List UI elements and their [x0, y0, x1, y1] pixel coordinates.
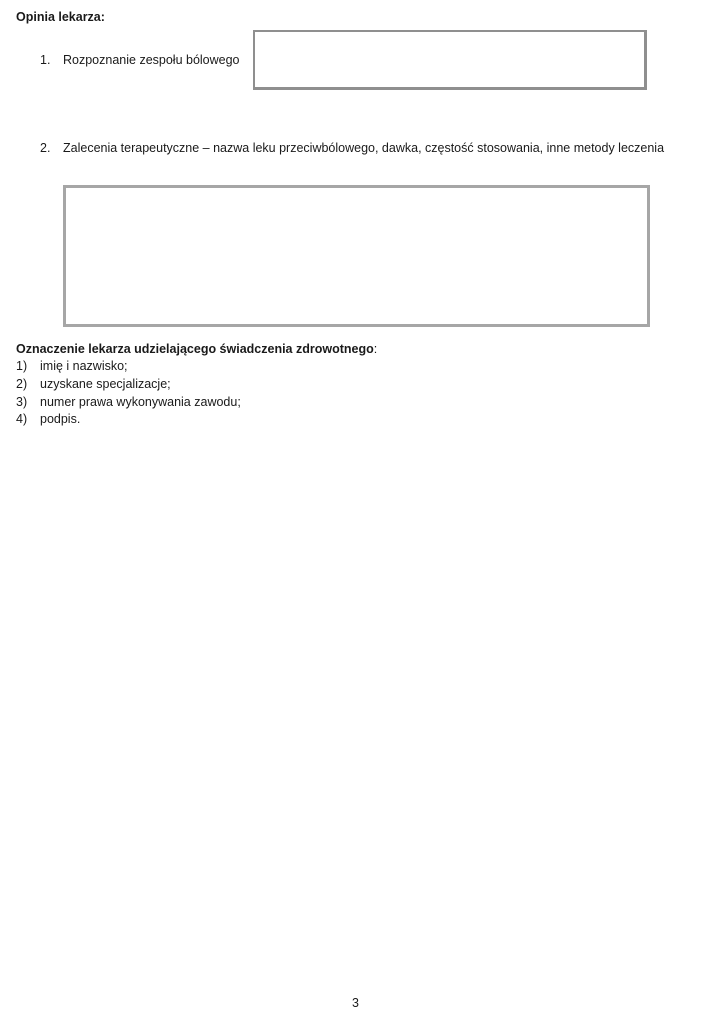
section-title: Opinia lekarza: [16, 10, 105, 24]
designation-title: Oznaczenie lekarza udzielającego świadczenia zdrowotnego [16, 342, 374, 356]
designation-colon: : [373, 342, 378, 356]
question-1-label: Rozpoznanie zespołu bólowego [63, 53, 240, 67]
designation-heading [16, 342, 377, 356]
question-2-number: 2. [40, 141, 51, 155]
list-item-text: podpis. [40, 412, 81, 426]
list-item-number: 3) [16, 395, 28, 409]
question-2-label: Zalecenia terapeutyczne – nazwa leku przeciwbólowego, dawka, częstość stosowania, inne metody leczenia [63, 141, 665, 155]
list-item-text: numer prawa wykonywania zawodu; [40, 395, 241, 409]
list-item-number: 2) [16, 377, 28, 391]
list-item-text: imię i nazwisko; [40, 359, 128, 373]
question-1-number: 1. [40, 53, 51, 67]
list-item-number: 4) [16, 412, 28, 426]
list-item-text: uzyskane specjalizacje; [40, 377, 171, 391]
therapeutic-recommendations-field[interactable] [63, 185, 650, 327]
list-item-number: 1) [16, 359, 28, 373]
page-number: 3 [352, 996, 359, 1010]
diagnosis-field[interactable] [253, 30, 647, 90]
